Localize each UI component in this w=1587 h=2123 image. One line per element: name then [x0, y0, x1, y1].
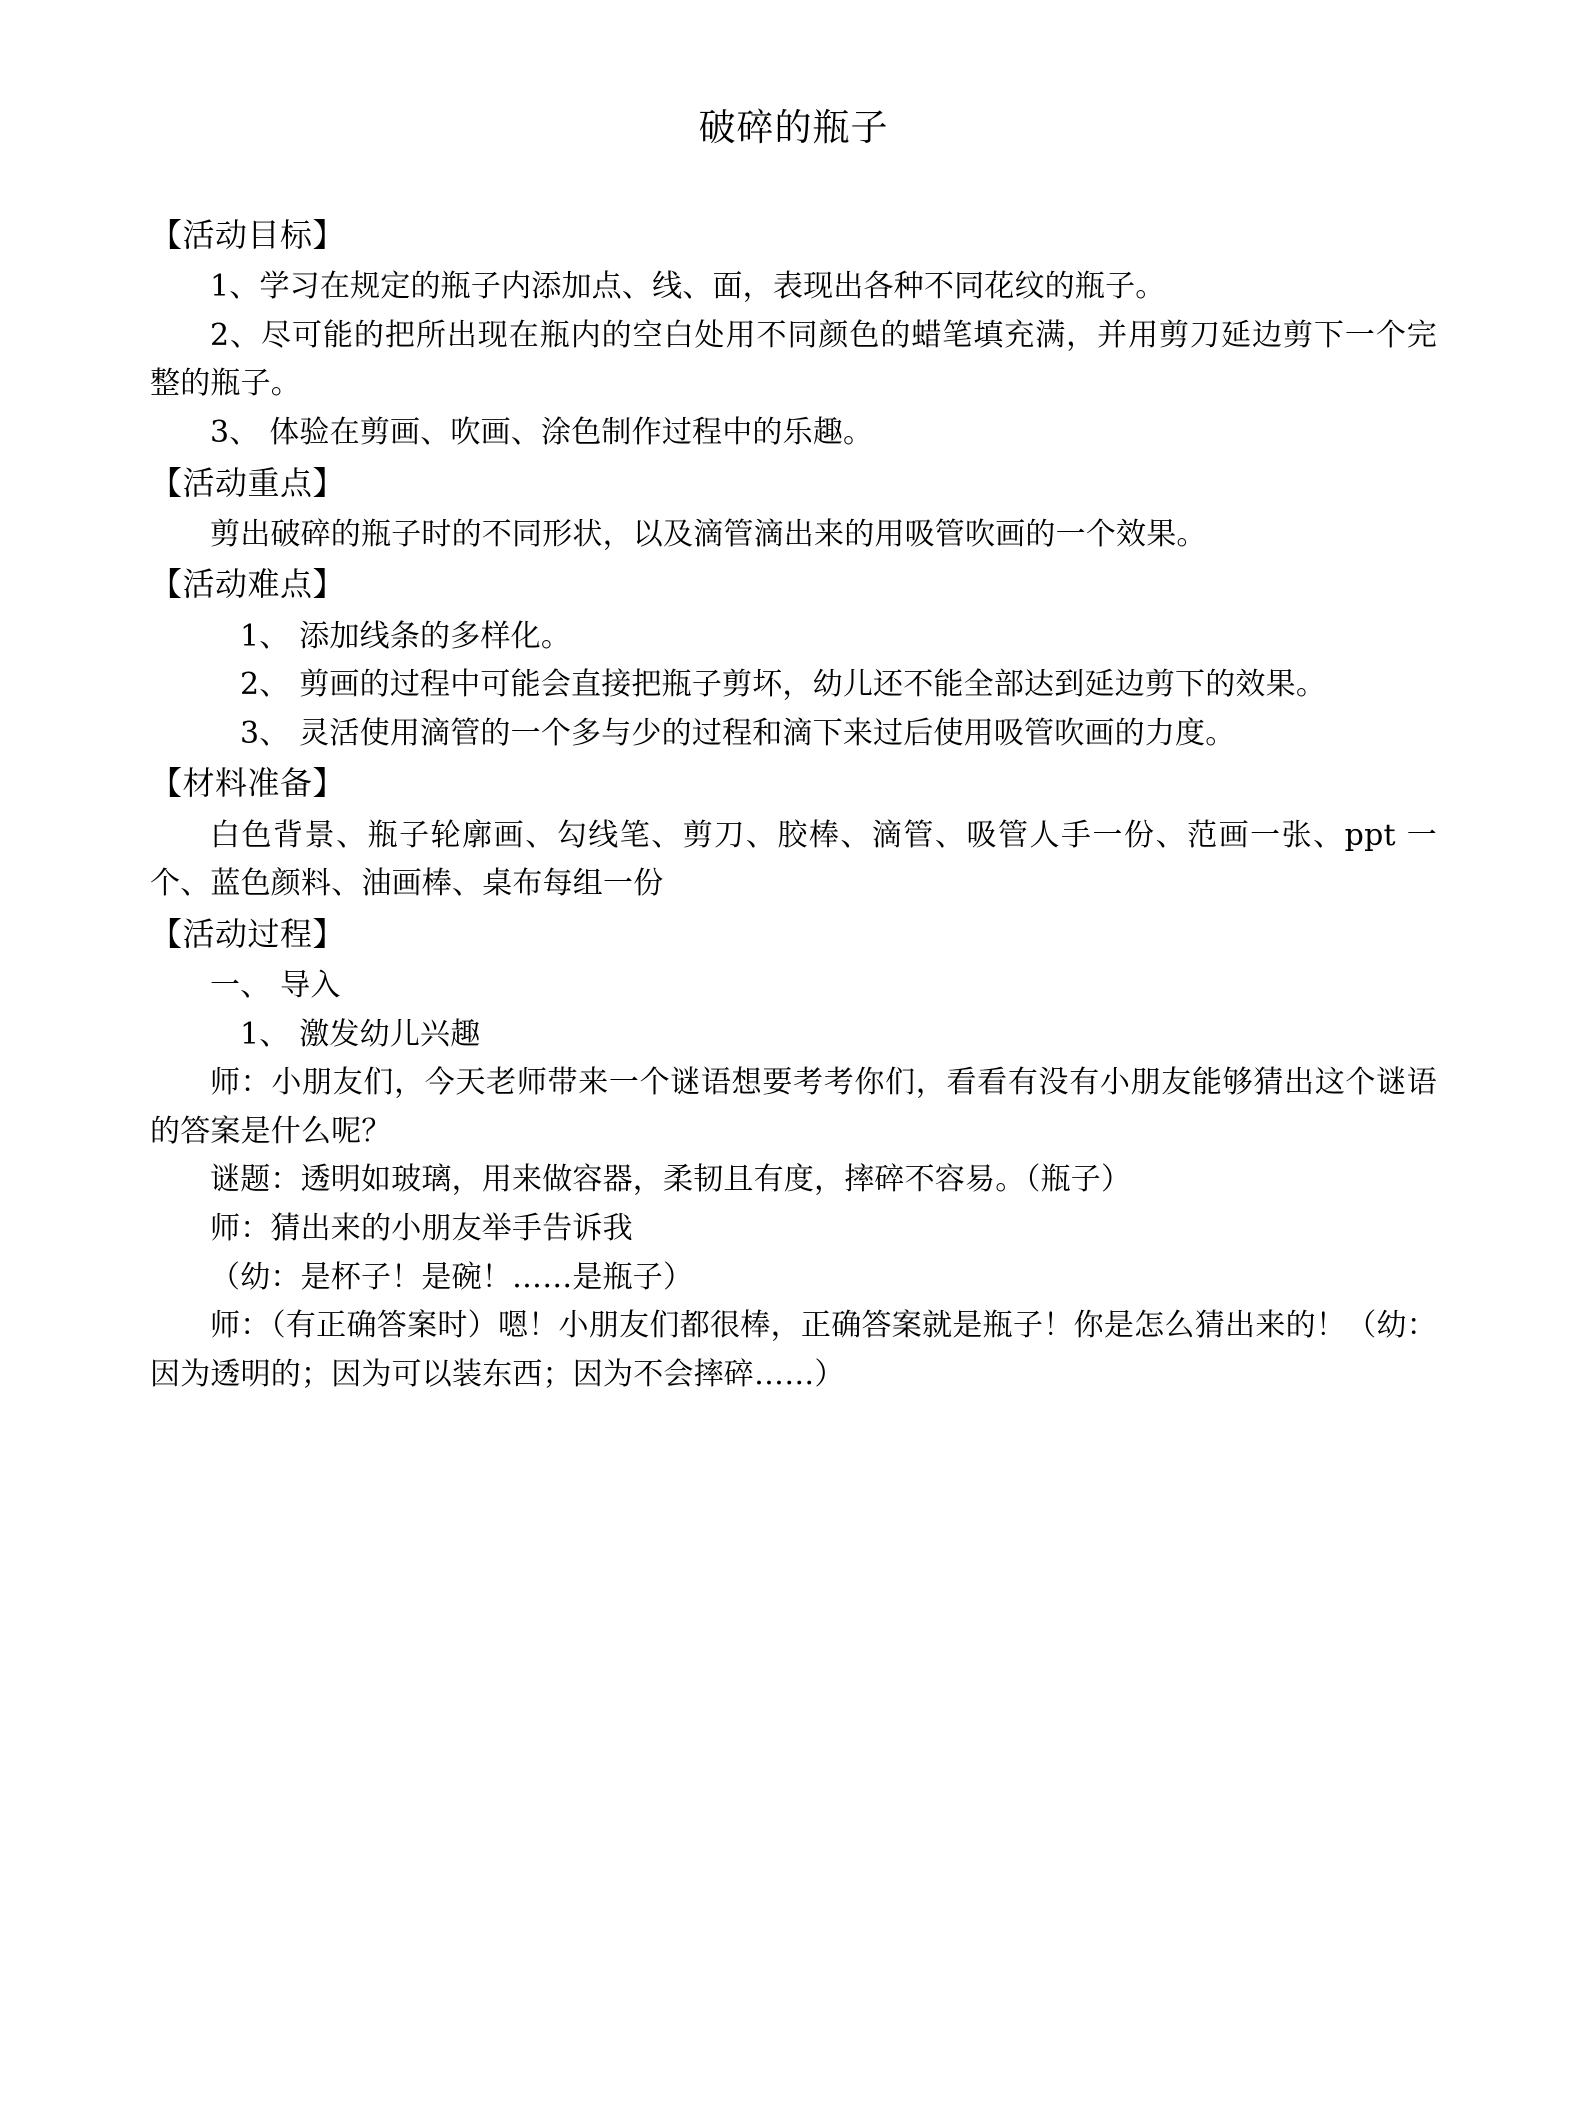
- section-activity-focus: [150, 462, 1437, 560]
- section-activity-goals: [150, 214, 1437, 458]
- page-title: 破碎的瓶子: [698, 106, 889, 149]
- paragraph: 1、学习在规定的瓶子内添加点、线、面，表现出各种不同花纹的瓶子。: [210, 269, 1166, 305]
- paragraph: 师：猜出来的小朋友举手告诉我: [210, 1210, 633, 1246]
- paragraph: 白色背景、瓶子轮廓画、勾线笔、剪刀、胶棒、滴管、吸管人手一份、范画一张、ppt 一个、蓝色颜料、油画棒、桌布每组一份: [150, 817, 1437, 902]
- section-heading: 【活动难点】: [150, 565, 346, 604]
- section-body: [150, 962, 1437, 1399]
- paragraph: （幼：是杯子！是碗！……是瓶子）: [210, 1259, 694, 1295]
- section-heading: 【活动目标】: [150, 216, 346, 255]
- paragraph: 3、 灵活使用滴管的一个多与少的过程和滴下来过后使用吸管吹画的力度。: [240, 715, 1236, 751]
- paragraph: 谜题：透明如玻璃，用来做容器，柔韧且有度，摔碎不容易。（瓶子）: [210, 1162, 1132, 1198]
- section-body: [150, 812, 1437, 909]
- paragraph: 剪出破碎的瓶子时的不同形状，以及滴管滴出来的用吸管吹画的一个效果。: [210, 516, 1207, 552]
- paragraph: 2、尽可能的把所出现在瓶内的空白处用不同颜色的蜡笔填充满，并用剪刀延边剪下一个完整的瓶子。: [150, 317, 1437, 402]
- section-activity-difficulty: [150, 563, 1437, 758]
- section-body: [150, 511, 1437, 560]
- section-body: [150, 613, 1437, 759]
- paragraph: 1、 激发幼儿兴趣: [240, 1016, 481, 1052]
- paragraph: 2、 剪画的过程中可能会直接把瓶子剪坏，幼儿还不能全部达到延边剪下的效果。: [240, 667, 1327, 703]
- paragraph: 一、 导入: [210, 967, 341, 1003]
- section-body: [150, 263, 1437, 457]
- section-activity-process: [150, 913, 1437, 1400]
- section-heading: 【活动过程】: [150, 914, 346, 953]
- paragraph: 3、 体验在剪画、吹画、涂色制作过程中的乐趣。: [210, 415, 874, 451]
- section-heading: 【活动重点】: [150, 463, 346, 502]
- paragraph: 师：（有正确答案时）嗯！小朋友们都很棒，正确答案就是瓶子！你是怎么猜出来的！（幼：因为透明的；因为可以装东西；因为不会摔碎……）: [150, 1308, 1437, 1392]
- section-materials: [150, 762, 1437, 908]
- paragraph: 1、 添加线条的多样化。: [240, 618, 572, 654]
- paragraph: 师：小朋友们，今天老师带来一个谜语想要考考你们，看看有没有小朋友能够猜出这个谜语的答案是什么呢？: [150, 1065, 1437, 1149]
- section-heading: 【材料准备】: [150, 764, 346, 803]
